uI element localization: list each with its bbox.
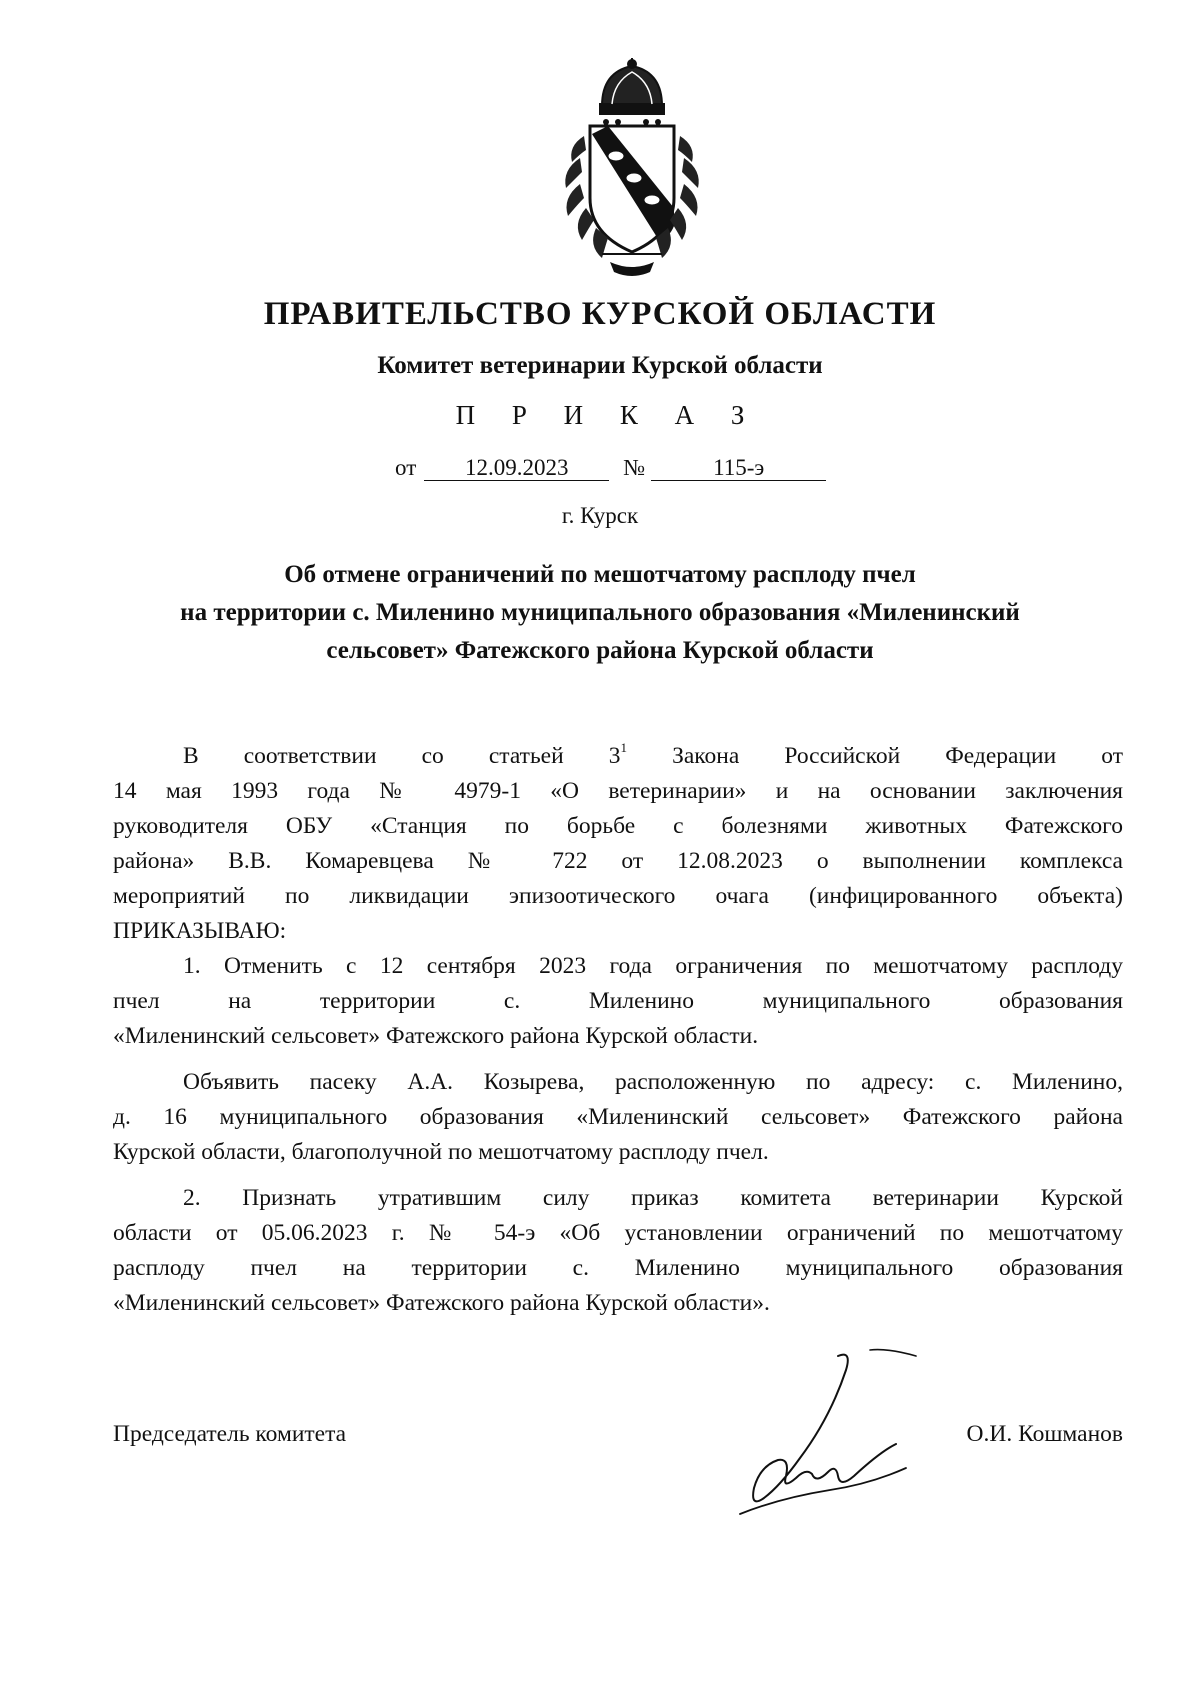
signer-title: Председатель комитета (113, 1421, 347, 1447)
body-line: руководителя ОБУ «Станция по борьбе с болезнями животных Фатежского (113, 813, 1123, 839)
body-text-fragment: Закона Российской Федерации от (627, 743, 1123, 769)
body-line-order-word: ПРИКАЗЫВАЮ: (113, 918, 287, 944)
item-1b-line: д. 16 муниципального образования «Миленинский сельсовет» Фатежского района (113, 1104, 1123, 1130)
signer-name: О.И. Кошманов (966, 1421, 1123, 1447)
number-sign: № (623, 455, 646, 480)
item-1-line: 1. Отменить с 12 сентября 2023 года ограничения по мешотчатому расплоду (183, 953, 1123, 979)
item-2-line: 2. Признать утратившим силу приказ комитета ветеринарии Курской (183, 1185, 1123, 1211)
superscript: 1 (620, 740, 627, 755)
kursk-coat-of-arms-icon (532, 58, 732, 286)
handwritten-signature-icon (720, 1348, 920, 1548)
body-line (113, 739, 1123, 774)
body-line: мероприятий по ликвидации эпизоотического очага (инфицированного объекта) (113, 883, 1123, 909)
item-1b-line: Курской области, благополучной по мешотчатому расплоду пчел. (113, 1139, 769, 1165)
date-prefix: от (395, 455, 417, 480)
document-type: П Р И К А З (455, 400, 760, 430)
subject-line: Об отмене ограничений по мешотчатому расплоду пчел (284, 561, 916, 588)
item-1-line: пчел на территории с. Миленино муниципального образования (113, 988, 1123, 1014)
item-2-line: расплоду пчел на территории с. Миленино муниципального образования (113, 1255, 1123, 1281)
government-title: ПРАВИТЕЛЬСТВО КУРСКОЙ ОБЛАСТИ (263, 296, 937, 332)
item-2-line: области от 05.06.2023 г. № 54-э «Об установлении ограничений по мешотчатому (113, 1220, 1123, 1246)
item-1b-line: Объявить пасеку А.А. Козырева, расположенную по адресу: с. Миленино, (183, 1069, 1123, 1095)
committee-name: Комитет ветеринарии Курской области (377, 352, 823, 379)
body-line: 14 мая 1993 года № 4979-1 «О ветеринарии» и на основании заключения (113, 778, 1123, 804)
order-date: 12.09.2023 (424, 455, 609, 481)
item-2-line: «Миленинский сельсовет» Фатежского района Курской области». (113, 1290, 770, 1316)
order-body (113, 739, 1123, 1321)
order-number: 115-э (651, 455, 826, 481)
item-1-line: «Миленинский сельсовет» Фатежского района Курской области. (113, 1023, 759, 1049)
body-text-fragment: В соответствии со статьей 3 (183, 743, 621, 769)
subject-line: сельсовет» Фатежского района Курской области (326, 637, 874, 664)
subject-line: на территории с. Миленино муниципального образования «Миленинский (180, 599, 1020, 626)
city: г. Курск (561, 503, 639, 528)
order-date-number (395, 455, 826, 481)
order-subject (100, 556, 1100, 670)
body-line: района» В.В. Комаревцева № 722 от 12.08.2023 о выполнении комплекса (113, 848, 1123, 874)
